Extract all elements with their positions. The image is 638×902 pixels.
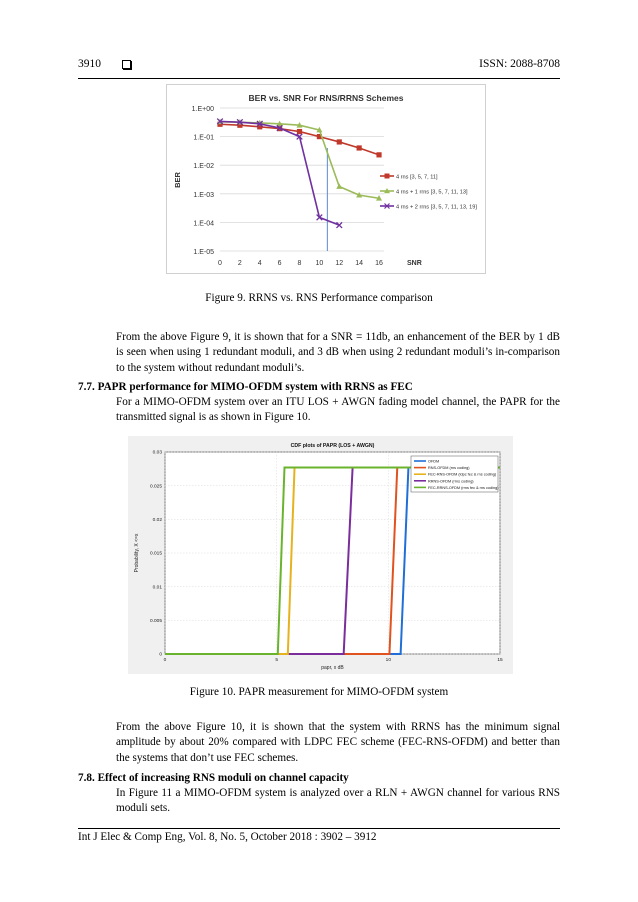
y-tick-label: 0.015 bbox=[149, 551, 162, 557]
issn: ISSN: 2088-8708 bbox=[479, 58, 560, 70]
x-tick-label: 15 bbox=[497, 658, 503, 663]
paragraph-4: In Figure 11 a MIMO-OFDM system is analyzed over a RLN + AWGN channel for various RNS moduli sets. bbox=[116, 787, 560, 815]
chart-title: BER vs. SNR For RNS/RRNS Schemes bbox=[248, 93, 404, 103]
figure-9-chart bbox=[166, 84, 486, 274]
x-tick-label: 10 bbox=[385, 658, 392, 663]
legend-label: FEC-RNS-OFDM (ldpc fec & rns coding) bbox=[428, 472, 497, 477]
x-axis-label: papr, x dB bbox=[321, 665, 344, 671]
legend-label: 4 rns [3, 5, 7, 11] bbox=[396, 174, 438, 181]
y-tick-label: 1.E-01 bbox=[193, 134, 214, 142]
x-tick-label: 6 bbox=[277, 260, 282, 267]
legend-marker bbox=[385, 174, 390, 179]
x-tick-label: 16 bbox=[375, 260, 383, 267]
legend-label: OFDM bbox=[428, 459, 440, 464]
figure-10-chart bbox=[128, 436, 513, 674]
x-tick-label: 0 bbox=[163, 658, 167, 663]
x-tick-label: 14 bbox=[355, 260, 364, 267]
y-tick-label: 0 bbox=[159, 652, 162, 658]
legend-label: 4 rns + 1 rrns [3, 5, 7, 11, 13] bbox=[396, 189, 468, 196]
paragraph-2: For a MIMO-OFDM system over an ITU LOS + AWGN fading model channel, the PAPR for the transmitted signal is as shown in Figure 10. bbox=[116, 396, 560, 424]
y-tick-label: 1.E-04 bbox=[193, 220, 214, 228]
legend-label: RNS-OFDM (rns coding) bbox=[428, 466, 470, 471]
figure-10-caption: Figure 10. PAPR measurement for MIMO-OFDM system bbox=[189, 686, 449, 698]
y-tick-label: 0.03 bbox=[152, 450, 162, 456]
section-7-8-heading: 7.8. Effect of increasing RNS moduli on channel capacity bbox=[78, 772, 349, 784]
legend-label: RRNS-OFDM (rrns coding) bbox=[428, 479, 474, 484]
figure-9-caption: Figure 9. RRNS vs. RNS Performance comparison bbox=[205, 292, 433, 304]
y-tick-label: 0.005 bbox=[149, 618, 162, 624]
x-tick-label: 4 bbox=[257, 260, 262, 267]
legend-label: FEC-RRNS-OFDM (rrns fec & rns coding) bbox=[428, 485, 499, 490]
box-icon bbox=[122, 60, 131, 69]
x-tick-label: 12 bbox=[335, 260, 344, 267]
y-axis-label: BER bbox=[173, 172, 182, 188]
legend-label: 4 rns + 2 rrns [3, 5, 7, 11, 13, 19] bbox=[396, 204, 477, 211]
paragraph-1: From the above Figure 9, it is shown that for a SNR = 11db, an enhancement of the BER by 1 dB is seen when using 1 redundant moduli, and 3 dB when using 2 redundant moduli’s in-comparison to the system without redundant moduli’s. bbox=[116, 331, 560, 374]
header-rule bbox=[78, 78, 560, 79]
footer-rule bbox=[78, 828, 560, 829]
x-tick-label: 2 bbox=[237, 260, 242, 267]
x-tick-label: 10 bbox=[315, 260, 324, 267]
y-tick-label: 1.E-02 bbox=[193, 163, 214, 171]
y-axis-label: Probability, X <=x bbox=[134, 533, 140, 573]
data-point bbox=[297, 129, 302, 134]
footer-citation: Int J Elec & Comp Eng, Vol. 8, No. 5, October 2018 : 3902 – 3912 bbox=[78, 831, 377, 843]
y-tick-label: 1.E-05 bbox=[193, 249, 214, 256]
x-tick-label: 8 bbox=[297, 260, 302, 267]
y-tick-label: 1.E+00 bbox=[191, 106, 214, 113]
data-point bbox=[337, 139, 342, 144]
data-point bbox=[376, 152, 381, 157]
chart-title: CDF plots of PAPR (LOS + AWGN) bbox=[290, 443, 375, 449]
page-number: 3910 bbox=[78, 58, 101, 70]
paragraph-3: From the above Figure 10, it is shown that the system with RRNS has the minimum signal amplitude by about 20% compared with LDPC FEC scheme (FEC-RNS-OFDM) and better than the systems that don’t use FEC schemes. bbox=[116, 721, 560, 764]
section-7-7-heading: 7.7. PAPR performance for MIMO-OFDM system with RRNS as FEC bbox=[78, 381, 413, 393]
chart-frame bbox=[167, 85, 486, 274]
y-tick-label: 0.025 bbox=[149, 484, 162, 490]
y-tick-label: 0.02 bbox=[152, 517, 162, 523]
y-tick-label: 1.E-03 bbox=[193, 191, 214, 199]
data-point bbox=[357, 145, 362, 150]
x-axis-label: SNR bbox=[407, 260, 422, 267]
y-tick-label: 0.01 bbox=[152, 585, 162, 591]
x-tick-label: 0 bbox=[218, 260, 222, 267]
x-tick-label: 5 bbox=[275, 658, 279, 663]
